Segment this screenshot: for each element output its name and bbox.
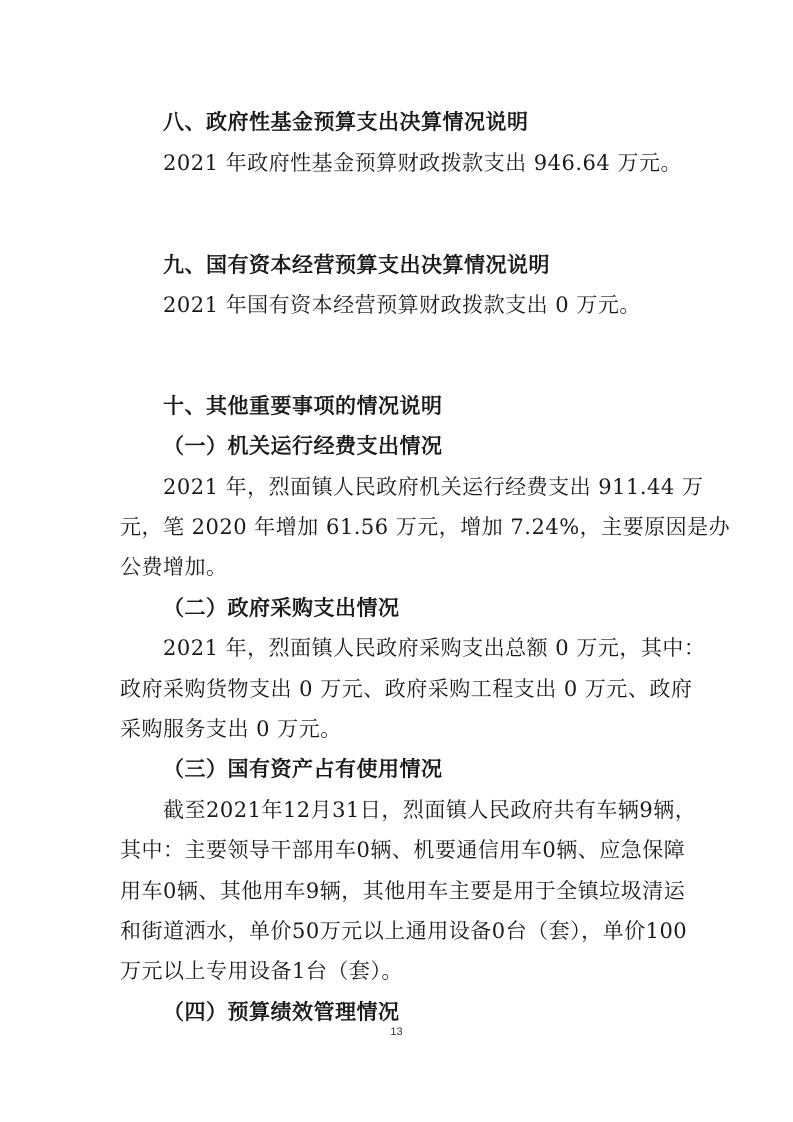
subsection-2-line-1: 2021 年，烈面镇人民政府采购支出总额 0 万元，其中： bbox=[163, 636, 706, 660]
section-9-heading: 九、国有资本经营预算支出决算情况说明 bbox=[163, 253, 550, 277]
subsection-1-line-3: 公费增加。 bbox=[120, 555, 228, 579]
section-8-heading: 八、政府性基金预算支出决算情况说明 bbox=[163, 110, 529, 134]
subsection-3-line-2: 其中：主要领导干部用车0辆、机要通信用车0辆、应急保障 bbox=[120, 838, 686, 862]
subsection-2-line-2: 政府采购货物支出 0 万元、政府采购工程支出 0 万元、政府 bbox=[120, 677, 693, 701]
subsection-3-line-4: 和街道洒水，单价50万元以上通用设备0台（套），单价100 bbox=[120, 919, 688, 943]
subsection-3-line-3: 用车0辆、其他用车9辆，其他用车主要是用于全镇垃圾清运 bbox=[120, 879, 686, 903]
subsection-4-heading: （四）预算绩效管理情况 bbox=[163, 1000, 400, 1024]
subsection-3-line-5: 万元以上专用设备1台（套）。 bbox=[120, 959, 403, 983]
page-number: 13 bbox=[390, 1026, 403, 1038]
subsection-3-line-1: 截至2021年12月31日，烈面镇人民政府共有车辆9辆， bbox=[163, 798, 697, 822]
subsection-3-heading: （三）国有资产占有使用情况 bbox=[163, 757, 443, 781]
section-10-heading: 十、其他重要事项的情况说明 bbox=[163, 394, 443, 418]
subsection-2-heading: （二）政府采购支出情况 bbox=[163, 596, 400, 620]
subsection-1-line-2: 元，笔 2020 年增加 61.56 万元，增加 7.24%，主要原因是办 bbox=[120, 515, 731, 539]
subsection-1-line-1: 2021 年，烈面镇人民政府机关运行经费支出 911.44 万 bbox=[163, 475, 704, 499]
section-8-body: 2021 年政府性基金预算财政拨款支出 946.64 万元。 bbox=[163, 151, 682, 175]
subsection-2-line-3: 采购服务支出 0 万元。 bbox=[120, 717, 342, 741]
subsection-1-heading: （一）机关运行经费支出情况 bbox=[163, 434, 443, 458]
section-9-body: 2021 年国有资本经营预算财政拨款支出 0 万元。 bbox=[163, 293, 641, 317]
